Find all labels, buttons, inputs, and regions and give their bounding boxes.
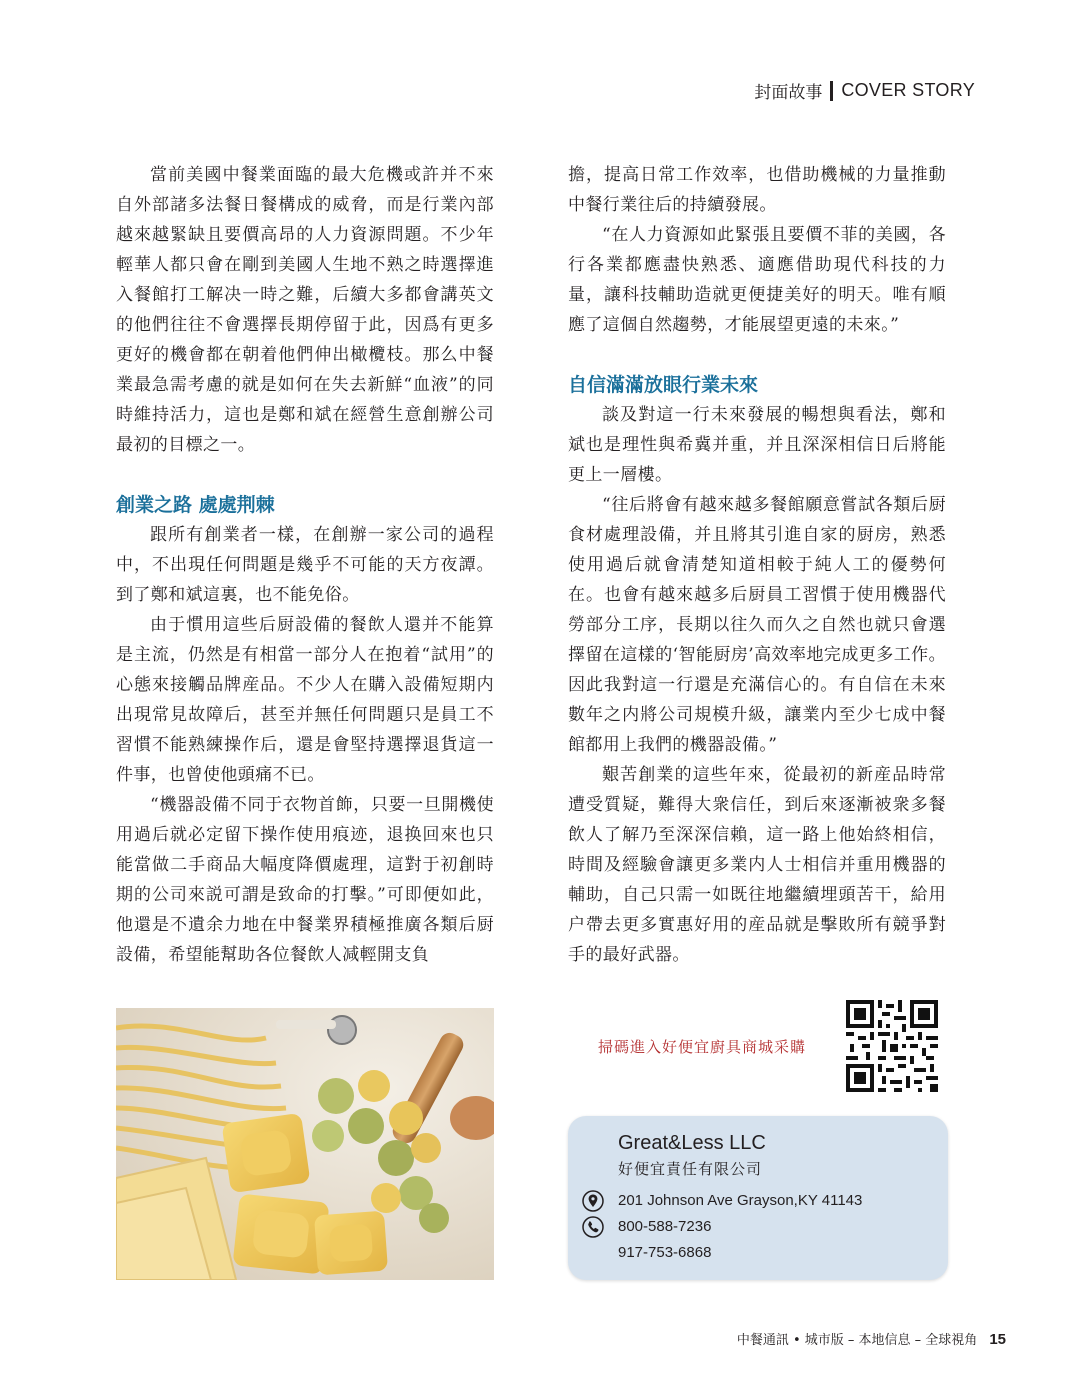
section-heading-future: 自信滿滿放眼行業未來 — [568, 374, 759, 396]
intro-paragraph: 當前美國中餐業面臨的最大危機或許并不來自外部諸多法餐日餐構成的威脅，而是行業內部越來越緊缺且要價高昂的人力資源問題。不少年輕華人都只會在剛到美國人生地不熟之時選擇進入餐館打工解决一時之難，后續大多都會講英文的他們往往不會選擇長期停留于此，因爲有更多更好的機會都在朝着他們伸出橄欖枝。那么中餐業最急需考慮的就是如何在失去新鮮“血液”的同時維持活力，這也是鄭和斌在經營生意創辦公司最初的目標之一。 — [116, 165, 494, 455]
paragraph: 擔，提高日常工作效率，也借助機械的力量推動中餐行業往后的持續發展。 — [568, 165, 946, 215]
section-title-cn: 封面故事 — [754, 83, 823, 103]
company-name: Great&Less LLC — [618, 1132, 766, 1154]
header-divider — [830, 81, 833, 101]
company-name-cn: 好便宜責任有限公司 — [618, 1160, 763, 1178]
paragraph: 談及對這一行未來發展的暢想與看法，鄭和斌也是理性與希冀并重，并且深深相信日后將能更上一層樓。 — [568, 405, 946, 485]
paragraph: 艱苦創業的這些年來，從最初的新産品時常遭受質疑，難得大衆信任，到后來逐漸被衆多餐飲人了解乃至深深信賴，這一路上他始終相信，時間及經驗會讓更多業内人士相信并重用機器的輔助，自己只需一如既往地繼續埋頭苦干，給用户帶去更多實惠好用的産品就是擊敗所有競爭對手的最好武器。 — [568, 765, 946, 965]
right-column — [568, 160, 946, 970]
publication-name: 中餐通訊 • 城市版 – 本地信息 – 全球視角 — [736, 1333, 978, 1348]
pasta-photo — [116, 1008, 494, 1280]
page-number: 15 — [989, 1331, 1006, 1348]
page-footer — [737, 1329, 1006, 1348]
phone-number: 917-753-6868 — [618, 1244, 712, 1261]
paragraph: 跟所有創業者一樣，在創辦一家公司的過程中，不出現任何問題是幾乎不可能的天方夜譚。到了鄭和斌這裏，也不能免俗。 — [116, 525, 494, 605]
address: 201 Johnson Ave Grayson,KY 41143 — [618, 1192, 863, 1209]
contact-card — [568, 1116, 948, 1280]
phone-number: 800-588-7236 — [618, 1218, 712, 1235]
qr-code[interactable] — [846, 1000, 938, 1092]
section-heading-startup: 創業之路 處處荆棘 — [116, 494, 275, 516]
paragraph: “往后將會有越來越多餐館願意嘗試各類后厨食材處理設備，并且將其引進自家的厨房，熟悉使用過后就會清楚知道相較于純人工的優勢何在。也會有越來越多后厨員工習慣于使用機器代勞部分工序，長期以往久而久之自然也就只會選擇留在這樣的‘智能厨房’高效率地完成更多工作。因此我對這一行還是充滿信心的。有自信在未來數年之内將公司規模升級，讓業内至少七成中餐館都用上我們的機器設備。” — [568, 495, 946, 755]
paragraph: “在人力資源如此緊張且要價不菲的美國，各行各業都應盡快熟悉、適應借助現代科技的力量，讓科技輔助造就更便捷美好的明天。唯有順應了這個自然趨勢，才能展望更遠的未來。” — [568, 225, 946, 335]
paragraph: 由于慣用這些后厨設備的餐飲人還并不能算是主流，仍然是有相當一部分人在抱着“試用”的心態來接觸品牌産品。不少人在購入設備短期内出現常見故障后，甚至并無任何問題只是員工不習慣不能熟練操作后，還是會堅持選擇退貨這一件事，也曾使他頭痛不已。 — [116, 615, 494, 785]
phone-icon — [582, 1216, 604, 1238]
location-pin-icon — [582, 1190, 604, 1212]
left-column — [116, 160, 494, 970]
section-title-en: COVER STORY — [841, 80, 975, 100]
paragraph: “機器設備不同于衣物首飾，只要一旦開機使用過后就必定留下操作使用痕迹，退换回來也只能當做二手商品大幅度降價處理，這對于初創時期的公司來説可謂是致命的打擊。”可即便如此，他還是不遺余力地在中餐業界積極推廣各類后厨設備，希望能幫助各位餐飲人减輕開支負 — [116, 795, 494, 965]
qr-caption: 掃碼進入好便宜廚具商城采購 — [598, 1038, 807, 1056]
section-header — [754, 78, 975, 103]
